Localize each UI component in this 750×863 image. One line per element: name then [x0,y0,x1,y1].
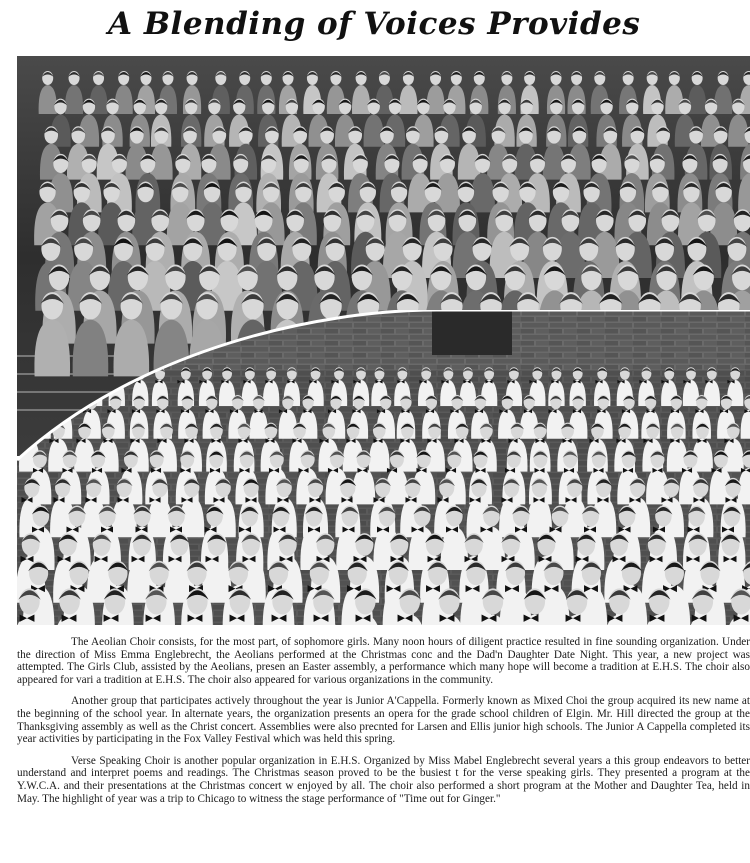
paragraph-verse-speaking-choir: Verse Speaking Choir is another popular organization in E.H.S. Organized by Miss Mabel Englebrecht several years a this group endeavors to better understand and interpret poems and readings. The Christmas season proved to be the busiest t for the verse speaking girls. They presented a program at the Y.W.C.A. and their presentations at the Christmas concert w enjoyed by all. The choir also performed a short program at the Mother and Daughter Tea, held in May. The highlight of year was a trip to Chicago to witness the stage performance of "Time out for Ginger." [17,754,750,805]
photo-junior-a-cappella [17,310,750,625]
paragraph-aeolian-choir: The Aeolian Choir consists, for the most part, of sophomore girls. Many noon hours of diligent practice resulted in fine sounding organization. Under the direction of Miss Emma Englebrecht, the Aeolians performed at the Christmas conc and the Dad'n Daughter Date Night. This year, a new project was attempted. The Girls Club, assisted by the Aeolians, presen an Easter assembly, a performance which many hope will become a tradition at E.H.S. The choir also appeared for vari a tradition at E.H.S. The choir also appeared for various organizations in the community. [17,636,750,686]
page-heading: A Blending of Voices Provides [108,6,641,42]
paragraph-junior-a-cappella: Another group that participates actively throughout the year is Junior A'Cappella. Formerly known as Mixed Choi the group acquired its new name at the beginning of the school year. In alternate years, the organization presents an opera for the grade school children of Elgin. Mr. Hill directed the group at the Thanksgiving assembly as well as the Christ concert. Assemblies were also precnted for Larsen and Ellis junior high schools. The Junior A Cappella completed its year activities by participating in the Fox Valley Festival which was held this spring. [17,695,750,746]
article-text [17,636,750,814]
